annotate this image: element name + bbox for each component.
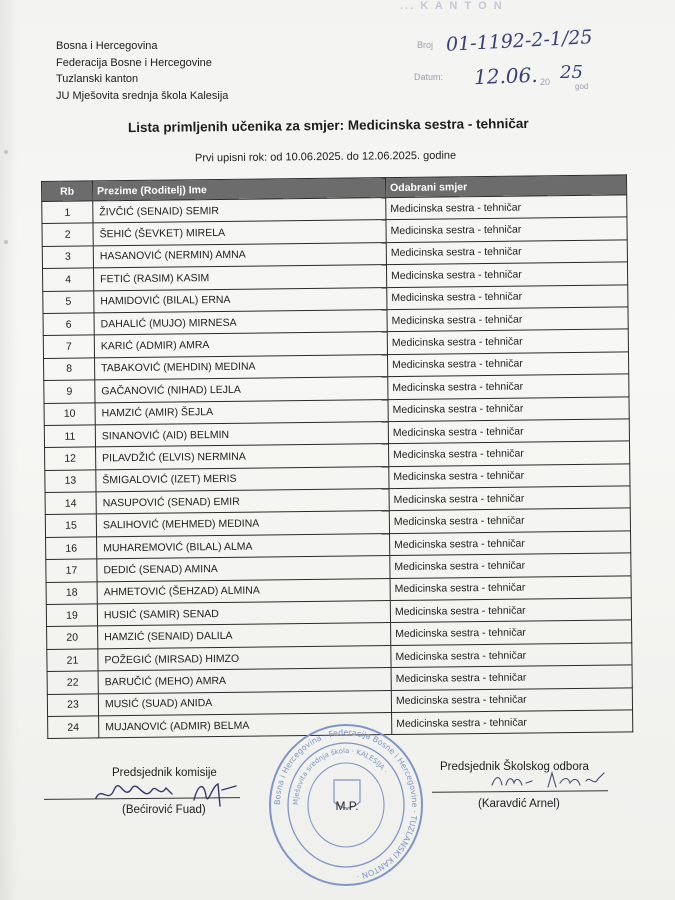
- cell-name: PILAVDŽIĆ (ELVIS) NERMINA: [96, 444, 389, 470]
- datum-century: 20: [540, 77, 551, 87]
- cell-rb: 18: [46, 582, 97, 605]
- cell-name: ŽIVČIĆ (SENAID) SEMIR: [93, 198, 386, 224]
- cell-rb: 8: [44, 358, 95, 381]
- cell-track: Medicinska sestra - tehničar: [388, 374, 629, 399]
- cell-name: ŠEHIĆ (ŠEVKET) MIRELA: [93, 220, 386, 246]
- cell-rb: 6: [43, 313, 94, 336]
- cell-rb: 17: [46, 559, 97, 582]
- cell-rb: 12: [45, 447, 96, 470]
- header-rb: Rb: [42, 181, 93, 202]
- cell-rb: 11: [44, 425, 95, 448]
- cell-track: Medicinska sestra - tehničar: [391, 687, 632, 712]
- cell-name: HAMZIĆ (SENAID) DALILA: [98, 623, 391, 649]
- cell-track: Medicinska sestra - tehničar: [390, 575, 631, 600]
- cell-rb: 22: [47, 671, 98, 694]
- cell-rb: 14: [45, 492, 96, 515]
- punch-hole-mark: [4, 240, 8, 244]
- cell-rb: 9: [44, 380, 95, 403]
- cell-name: POŽEGIĆ (MIRSAD) HIMZO: [98, 645, 391, 671]
- document-subtitle: Prvi upisni rok: od 10.06.2025. do 12.06.2025. godine: [194, 149, 457, 165]
- commission-president-title: Predsjednik komisije: [112, 767, 217, 779]
- commission-president-name: (Bećirović Fuad): [122, 804, 206, 816]
- cell-rb: 7: [43, 335, 94, 358]
- broj-value: 01-1192-2-1/25: [445, 26, 594, 56]
- cell-track: Medicinska sestra - tehničar: [392, 710, 633, 735]
- cell-name: HAMIDOVIĆ (BILAL) ERNA: [94, 287, 387, 313]
- stamp-mp-label: M.P.: [335, 799, 359, 813]
- cell-name: BARUČIĆ (MEHO) AMRA: [98, 668, 391, 694]
- cell-track: Medicinska sestra - tehničar: [391, 665, 632, 690]
- cell-track: Medicinska sestra - tehničar: [390, 531, 631, 556]
- cell-track: Medicinska sestra - tehničar: [388, 396, 629, 421]
- cell-track: Medicinska sestra - tehničar: [389, 441, 630, 466]
- table-body: [42, 195, 633, 739]
- cell-name: HUSIĆ (SAMIR) SENAD: [97, 601, 390, 627]
- cell-rb: 13: [45, 470, 96, 493]
- cell-rb: 24: [48, 716, 99, 739]
- institution-school: JU Mješovita srednja škola Kalesija: [56, 89, 229, 102]
- cell-name: DAHALIĆ (MUJO) MIRNESA: [94, 310, 387, 336]
- cell-rb: 15: [45, 514, 96, 537]
- students-table: [41, 174, 633, 739]
- stamp-outer-text: Bosna i Hercegovina · Federacija Bosne i Hercegovine · TUZLANSKI KANTON ·: [272, 727, 420, 882]
- cell-name: ŠMIGALOVIĆ (IZET) MERIS: [96, 466, 389, 492]
- institution-country: Bosna i Hercegovina: [56, 40, 158, 52]
- punch-hole-mark: [4, 150, 8, 154]
- cell-rb: 5: [43, 290, 94, 313]
- cell-rb: 23: [47, 693, 98, 716]
- cell-track: Medicinska sestra - tehničar: [387, 284, 628, 309]
- cell-rb: 20: [47, 626, 98, 649]
- cell-name: HASANOVIĆ (NERMIN) AMNA: [93, 242, 386, 268]
- header-track: Odabrani smjer: [385, 175, 626, 198]
- institution-header: [56, 38, 228, 104]
- cell-name: TABAKOVIĆ (MEHDIN) MEDINA: [95, 354, 388, 380]
- school-board-president-title: Predsjednik Školskog odbora: [440, 761, 589, 773]
- cell-track: Medicinska sestra - tehničar: [389, 508, 630, 533]
- page-edge-shadow: [0, 0, 18, 900]
- cell-track: Medicinska sestra - tehničar: [390, 553, 631, 578]
- cell-track: Medicinska sestra - tehničar: [389, 464, 630, 489]
- cell-track: Medicinska sestra - tehničar: [391, 643, 632, 668]
- cell-track: Medicinska sestra - tehničar: [391, 620, 632, 645]
- header-name: Prezime (Roditelj) Ime: [93, 178, 386, 201]
- cell-name: MUSIĆ (SUAD) ANIDA: [98, 690, 391, 716]
- cell-name: MUHAREMOVIĆ (BILAL) ALMA: [97, 533, 390, 559]
- datum-value: 12.06.: [473, 62, 539, 90]
- cell-track: Medicinska sestra - tehničar: [389, 486, 630, 511]
- cell-track: Medicinska sestra - tehničar: [386, 262, 627, 287]
- datum-label: Datum:: [414, 72, 444, 82]
- cell-rb: 21: [47, 649, 98, 672]
- cell-name: KARIĆ (ADMIR) AMRA: [94, 332, 387, 358]
- stamp-inner-text: Mješovita srednja škola · KALESIJA ·: [291, 746, 390, 806]
- cell-track: Medicinska sestra - tehničar: [387, 329, 628, 354]
- cell-rb: 19: [46, 604, 97, 627]
- cell-track: Medicinska sestra - tehničar: [386, 240, 627, 265]
- institution-canton: Tuzlanski kanton: [56, 73, 139, 85]
- cell-name: DEDIĆ (SENAD) AMINA: [97, 556, 390, 582]
- cell-track: Medicinska sestra - tehničar: [388, 419, 629, 444]
- cell-rb: 4: [42, 268, 93, 291]
- cell-name: FETIĆ (RASIM) KASIM: [93, 265, 386, 291]
- broj-label: Broj: [417, 40, 434, 50]
- cell-track: Medicinska sestra - tehničar: [386, 217, 627, 242]
- cell-rb: 1: [42, 201, 93, 224]
- cell-name: SALIHOVIĆ (MEHMED) MEDINA: [96, 511, 389, 537]
- cell-name: MUJANOVIĆ (ADMIR) BELMA: [99, 713, 392, 739]
- registry-stamp-header: ... K A N T O N: [400, 0, 504, 12]
- cell-name: AHMETOVIĆ (ŠEHZAD) ALMINA: [97, 578, 390, 604]
- students-table-wrapper: [41, 174, 633, 739]
- cell-track: Medicinska sestra - tehničar: [390, 598, 631, 623]
- institution-federation: Federacija Bosne i Hercegovine: [56, 56, 212, 69]
- cell-rb: 2: [42, 223, 93, 246]
- school-board-president-name: (Karavdić Arnel): [478, 798, 560, 810]
- datum-suffix: god: [575, 82, 589, 91]
- cell-track: Medicinska sestra - tehničar: [386, 195, 627, 220]
- cell-rb: 16: [46, 537, 97, 560]
- cell-rb: 3: [42, 246, 93, 269]
- cell-rb: 10: [44, 402, 95, 425]
- official-stamp: [268, 722, 424, 888]
- school-board-president-signature: [490, 767, 610, 793]
- cell-name: GAČANOVIĆ (NIHAD) LEJLA: [95, 377, 388, 403]
- datum-year: 25: [560, 62, 583, 83]
- cell-track: Medicinska sestra - tehničar: [387, 307, 628, 332]
- cell-track: Medicinska sestra - tehničar: [387, 352, 628, 377]
- document-title: Lista primljenih učenika za smjer: Medicinska sestra - tehničar: [127, 115, 529, 136]
- cell-name: SINANOVIĆ (AID) BELMIN: [95, 421, 388, 447]
- cell-name: HAMZIĆ (AMIR) ŠEJLA: [95, 399, 388, 425]
- cell-name: NASUPOVIĆ (SENAD) EMIR: [96, 489, 389, 515]
